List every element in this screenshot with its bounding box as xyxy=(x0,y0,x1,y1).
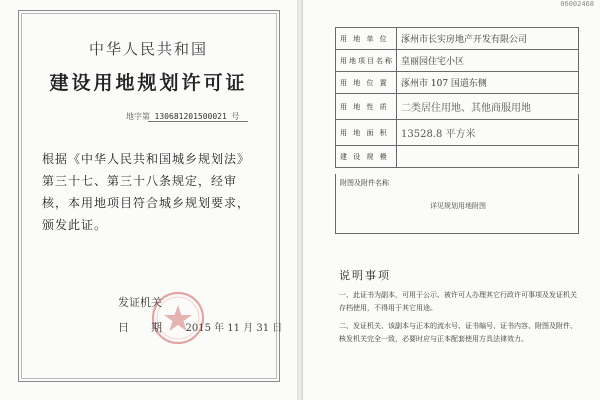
table-row xyxy=(336,146,579,168)
notes-title: 说明事项 xyxy=(339,269,391,282)
table-row xyxy=(336,94,579,120)
row-label: 用地项目名称 xyxy=(336,50,397,72)
date-label: 日 期 xyxy=(118,321,162,334)
table-row xyxy=(336,28,579,50)
row-label: 用 地 位 置 xyxy=(336,72,397,94)
list-item: 二、发证机关、该副本与正本的流水号、证书编号、证书内容、附图及附件、核发机关完全一致，必要时应与正本配套使用方具法律效力。 xyxy=(339,322,577,343)
row-value: 涿州市长实房地产开发有限公司 xyxy=(397,28,579,50)
serial-number: 06002468 xyxy=(560,0,594,8)
row-value: 皇丽园住宅小区 xyxy=(397,50,579,72)
attachment-label: 附图及附件名称 xyxy=(340,179,389,187)
list-item: 一、此证书为副本，可用于公示、被许可人办理其它行政许可事项及发证机关存档使用，不得用于其它用途。 xyxy=(339,291,577,312)
attachment-value: 详见规划用地附图 xyxy=(430,202,486,210)
date-value: 2015 年 11 月 31 日 xyxy=(185,323,283,334)
country-heading: 中华人民共和国 xyxy=(88,40,208,58)
cert-number-prefix: 地字第 xyxy=(126,112,150,121)
table-row xyxy=(336,50,579,72)
row-label: 用 地 单 位 xyxy=(336,28,397,50)
certificate-body-text: 根据《中华人民共和国城乡规划法》第三十七、第三十八条规定，经审核，本用地项目符合城乡规划要求，颁发此证。 xyxy=(42,152,251,232)
land-use-info-table xyxy=(335,27,579,168)
cert-number-suffix: 号 xyxy=(231,112,240,121)
row-label: 建 设 规 模 xyxy=(336,146,397,168)
certificate-title: 建设用地规划许可证 xyxy=(49,72,248,94)
row-value xyxy=(397,146,579,168)
cert-number-value: 130681201500021 xyxy=(154,112,227,121)
row-value: 二类居住用地、其他商服用地 xyxy=(397,94,579,120)
table-row xyxy=(336,72,579,94)
attachment-section xyxy=(335,174,579,234)
row-value: 13528.8 平方米 xyxy=(397,120,579,146)
row-value: 涿州市 107 国道东侧 xyxy=(397,72,579,94)
issue-date xyxy=(118,319,282,335)
issuer-label: 发证机关 xyxy=(118,296,162,309)
notes-list xyxy=(339,289,583,351)
table-row xyxy=(336,120,579,146)
cert-number-underline xyxy=(148,121,248,122)
row-label: 用 地 性 质 xyxy=(336,94,397,120)
row-label: 用 地 面 积 xyxy=(336,120,397,146)
